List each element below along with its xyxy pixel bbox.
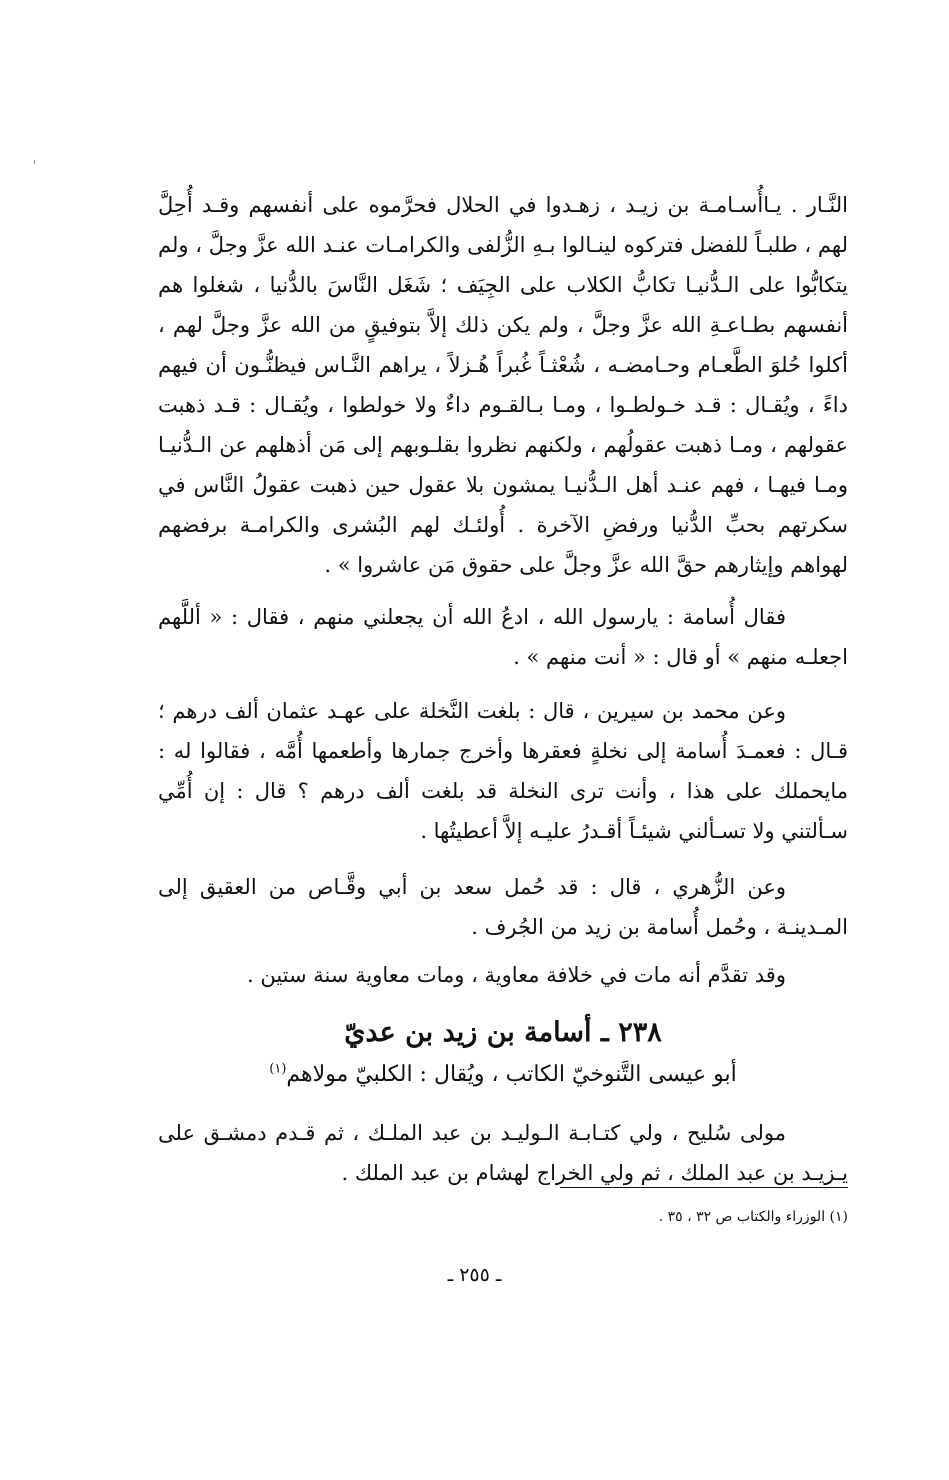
- page-body: [158, 185, 848, 1193]
- page-number: ـ ٢٥٥ ـ: [447, 1264, 502, 1286]
- entry-subheading: [158, 1055, 848, 1095]
- paragraph-ibn-sirin-narration: وعن محمد بن سيرين ، قال : بلغت النَّخلة على عهـد عثمان ألف درهم ؛ قـال : فعمـدَ أُسامة إلى نخلةٍ فعقرها وأخرج جمارها وأطعمها أُمَّه ، فقالوا له : مايحملك على هذا ، وأنت ترى النخلة قد بلغت ألف درهم ؟ قال : إن أُمِّي سـألتني ولا تسـألني شيئـاً أقـدرُ عليـه إلاَّ أعطيتُها .: [158, 699, 848, 843]
- footnote-text: (١) الوزراء والكتاب ص ٣٢ ، ٣٥ .: [658, 1209, 848, 1225]
- paragraph-death-note: وقد تقدَّم أنه مات في خلافة معاوية ، ومات معاوية سنة ستين .: [246, 963, 786, 987]
- paragraph-usama-request: فقال أُسامة : يارسول الله ، ادعُ الله أن يجعلني منهم ، فقال : « أللَّهم اجعلـه منهم » أو قال : « أنت منهم » .: [158, 605, 848, 669]
- paragraph-continued-speech: النَّـار . يـاأُسـامـة بن زيـد ، زهـدوا في الحلال فحرَّموه على أنفسهم وقـد أُحِلَّ لهم ، طلبـاً للفضل فتركوه لينـالوا بـهِ الزُّلفى والكرامـات عنـد الله عزَّ وجلَّ ، ولم يتكابُّوا على الـدُّنيـا تكابُّ الكلاب على الجِيَف ؛ شَغَل النَّاسَ بالدُّنيا ، شغلوا هم أنفسهم بطـاعـةِ الله عزَّ وجلَّ ، ولم يكن ذلك إلاَّ بتوفيقٍ من الله عزَّ وجلَّ لهم ، أكلوا حُلوَ الطَّعـام وحـامضـه ، شُعْثـاً غُبراً هُـزلاً ، يراهم النَّـاس فيظنُّـون أن فيهم داءً ، ويُقـال : قـد خـولطـوا ، ومـا بـالقـوم داءٌ ولا خولطوا ، ويُقـال : قـد ذهبت عقولهم ، ومـا ذهبت عقولُهم ، ولكنهم نظروا بقلـوبهم إلى مَن أذهلهم عن الـدُّنيـا ومـا فيهـا ، فهم عنـد أهل الـدُّنيـا يمشون بلا عقول حين ذهبت عقولُ النَّاس في سكرتهم بحبِّ الدُّنيا ورفضِ الآخرة . أُولئـك لهم البُشرى والكرامـة برفضهم لهواهم وإيثارهم حقَّ الله عزَّ وجلَّ على حقوق مَن عاشروا » .: [158, 193, 848, 577]
- footnote-reference: (١): [269, 1061, 287, 1077]
- entry-paragraph: مولى سُليح ، ولي كتـابـة الـوليـد بن عبد الملـك ، ثم قـدم دمشـق على يـزيـد بن عبد الملك ، ثم ولي الخراج لهشام بن عبد الملك .: [158, 1121, 848, 1185]
- margin-mark: [34, 160, 35, 164]
- entry-subheading-text: أبو عيسى التَّنوخيّ الكاتب ، ويُقال : الكلبيّ مولاهم: [286, 1062, 737, 1087]
- paragraph-zuhri-narration: وعن الزُّهري ، قال : قد حُمل سعد بن أبي وقَّـاص من العقيق إلى المـدينـة ، وحُمل أُسامة بن زيد من الجُرف .: [158, 875, 848, 939]
- entry-heading: ٢٣٨ ـ أسامة بن زيد بن عديّ: [344, 1017, 662, 1048]
- footnote-divider: [560, 1187, 848, 1188]
